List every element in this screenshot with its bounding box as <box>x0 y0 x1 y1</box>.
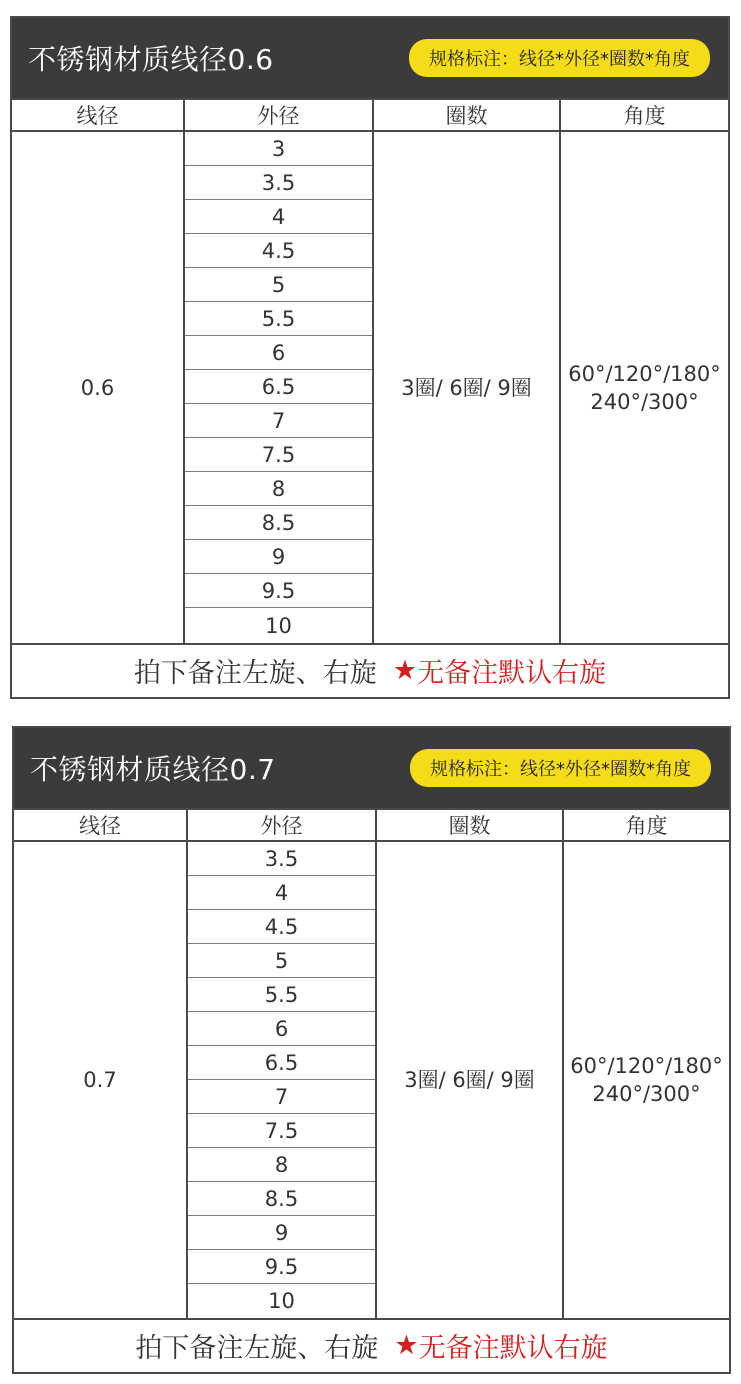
outer-diameter-row: 9 <box>188 1216 375 1250</box>
header-wire-diameter: 线径 <box>14 810 188 842</box>
outer-diameter-row: 8.5 <box>185 506 372 540</box>
header-angle: 角度 <box>561 100 728 132</box>
outer-diameter-row: 10 <box>268 1289 295 1313</box>
outer-diameter-row: 3.5 <box>185 166 372 200</box>
coils-value: 3圈/ 6圈/ 9圈 <box>377 842 564 1318</box>
outer-diameter-row: 9.5 <box>185 574 372 608</box>
header-coils: 圈数 <box>374 100 561 132</box>
outer-diameter-row: 5.5 <box>188 978 375 1012</box>
angles-line-2: 240°/300° <box>592 1082 701 1106</box>
star-icon: ★ <box>392 654 418 686</box>
spec-table-0-7 <box>12 726 731 1374</box>
rotation-note-text: 拍下备注左旋、右旋 <box>135 1332 379 1364</box>
outer-diameter-row: 6.5 <box>188 1046 375 1080</box>
rotation-note <box>14 1318 729 1370</box>
outer-diameter-row: 7.5 <box>188 1114 375 1148</box>
outer-diameter-row: 10 <box>265 613 292 638</box>
outer-diameter-row: 6 <box>185 336 372 370</box>
outer-diameter-row: 8 <box>185 472 372 506</box>
angles-line-1: 60°/120°/180° <box>568 361 721 386</box>
angles-line-2: 240°/300° <box>590 389 699 414</box>
angles-value <box>561 132 728 643</box>
rotation-note <box>12 643 728 695</box>
table-title-bar <box>14 728 729 808</box>
outer-diameter-row: 4.5 <box>188 910 375 944</box>
outer-diameter-list <box>188 842 377 1318</box>
coils-value: 3圈/ 6圈/ 9圈 <box>374 132 561 643</box>
header-wire-diameter: 线径 <box>12 100 185 132</box>
outer-diameter-row: 6 <box>188 1012 375 1046</box>
outer-diameter-list <box>185 132 374 643</box>
outer-diameter-row: 6.5 <box>185 370 372 404</box>
header-angle: 角度 <box>564 810 729 842</box>
outer-diameter-row: 4 <box>188 876 375 910</box>
header-outer-diameter: 外径 <box>188 810 377 842</box>
header-coils: 圈数 <box>377 810 564 842</box>
table-title: 不锈钢材质线径0.6 <box>28 43 274 76</box>
outer-diameter-row: 7 <box>188 1080 375 1114</box>
table-title: 不锈钢材质线径0.7 <box>30 753 276 786</box>
rotation-note-text: 拍下备注左旋、右旋 <box>133 657 377 689</box>
outer-diameter-row: 7 <box>185 404 372 438</box>
outer-diameter-row: 9.5 <box>188 1250 375 1284</box>
outer-diameter-row: 5 <box>188 944 375 978</box>
outer-diameter-row: 5 <box>185 268 372 302</box>
spec-grid <box>14 808 729 1318</box>
angles-line-1: 60°/120°/180° <box>570 1054 723 1078</box>
table-title-bar <box>12 18 728 98</box>
outer-diameter-row: 3.5 <box>188 842 375 876</box>
outer-diameter-row: 8.5 <box>188 1182 375 1216</box>
outer-diameter-row: 5.5 <box>185 302 372 336</box>
spec-label-badge: 规格标注：线径*外径*圈数*角度 <box>410 749 711 787</box>
outer-diameter-row: 4.5 <box>185 234 372 268</box>
angles-value <box>564 842 729 1318</box>
outer-diameter-row: 3 <box>185 132 372 166</box>
spec-grid <box>12 98 728 643</box>
spec-table-0-6 <box>10 16 730 699</box>
wire-diameter-value: 0.6 <box>12 132 185 643</box>
default-rotation-text: 无备注默认右旋 <box>417 657 607 689</box>
wire-diameter-value: 0.7 <box>14 842 188 1318</box>
outer-diameter-row: 9 <box>185 540 372 574</box>
outer-diameter-row: 4 <box>185 200 372 234</box>
default-rotation-text: 无备注默认右旋 <box>418 1332 608 1364</box>
outer-diameter-row: 8 <box>188 1148 375 1182</box>
header-outer-diameter: 外径 <box>185 100 374 132</box>
star-icon: ★ <box>394 1329 419 1361</box>
spec-label-badge: 规格标注：线径*外径*圈数*角度 <box>409 39 710 77</box>
outer-diameter-row: 7.5 <box>185 438 372 472</box>
